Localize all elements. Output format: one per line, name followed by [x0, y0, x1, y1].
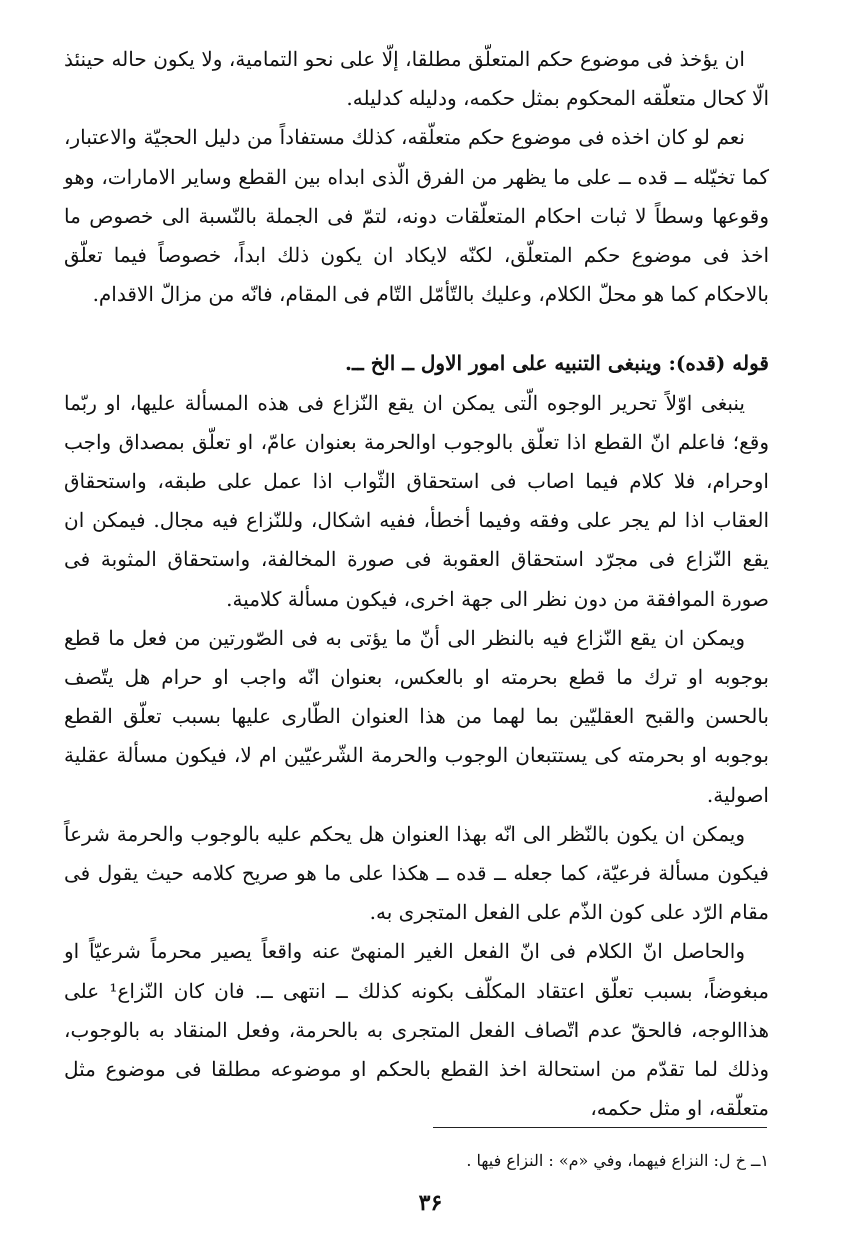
- paragraph-1: ان يؤخذ فى موضوع حكم المتعلّق مطلقا، إلّا على نحو التمامية، ولا يكون حاله حينئذ الّا كحال متعلّقه المحكوم بمثل حكمه، ودليله كدليله.: [64, 47, 769, 111]
- page-number: ٣۶: [418, 1190, 443, 1216]
- paragraph-4: ويمكن ان يقع النّزاع فيه بالنظر الى أنّ ما يؤتى به فى الصّورتين من فعل ما قطع بوجوبه او ترك ما قطع بحرمته او بالعكس، بعنوان انّه واجب او حرام هل يتّصف بالحسن والقبح العقليّين بما لهما من هذا العنوان الطّارى عليها بسبب تعلّق القطع بوجوبه او بحرمته كى يستتبعان الوجوب والحرمة الشّرعيّين ام لا، فيكون مسألة عقلية اصولية.: [64, 625, 769, 807]
- body-text: [64, 40, 769, 1128]
- section-heading: قوله (قده): وينبغى التنبيه على امور الاول ــ الخ ــ.: [345, 351, 769, 376]
- footnote: ١ــ خ ل: النزاع فيهما، وفي «م» : النزاع فيها .: [466, 1151, 769, 1170]
- paragraph-2: نعم لو كان اخذه فى موضوع حكم متعلّقه، كذلك مستفاداً من دليل الحجيّة والاعتبار، كما تخيّله ــ قده ــ على ما يظهر من الفرق الّذى ابداه بين القطع وساير الامارات، وهو وقوعها وسطاً لا ثبات احكام المتعلّقات دونه، لتمّ فى الجملة بالنّسبة الى خصوص ما اخذ فى موضوع حكم المتعلّق، لكنّه لايكاد ان يكون ذلك ابداً، خصوصاً فيما تعلّق بالاحكام كما هو محلّ الكلام، وعليك بالتّأمّل التّام فى المقام، فانّه من مزالّ الاقدام.: [64, 125, 769, 307]
- paragraph-3: ينبغى اوّلاً تحرير الوجوه الّتى يمكن ان يقع النّزاع فى هذه المسألة عليها، او ربّما وقع؛ فاعلم انّ القطع اذا تعلّق بالوجوب اوالحرمة بعنوان عامّ، او تعلّق بمصداق واجب اوحرام، فلا كلام فيما اصاب فى استحقاق الثّواب اذا عمل على طبقه، واستحقاق العقاب اذا لم يجر على وفقه وفيما أخطأ، ففيه اشكال، وللنّزاع فيه مجال. فيمكن ان يقع النّزاع فى مجرّد استحقاق العقوبة فى صورة المخالفة، واستحقاق المثوبة فى صورة الموافقة من دون نظر الى جهة اخرى، فيكون مسألة كلامية.: [64, 390, 769, 611]
- paragraph-6: والحاصل انّ الكلام فى انّ الفعل الغير المنهىّ عنه واقعاً يصير محرماً شرعيّاً او مبغوضاً، بسبب تعلّق اعتقاد المكلّف بكونه كذلك ــ انتهى ــ. فان كان النّزاع¹ على هذاالوجه، فالحقّ عدم اتّصاف الفعل المتجرى به بالحرمة، وفعل المنقاد به بالوجوب، وذلك لما تقدّم من استحالة اخذ القطع بالحكم او موضوعه مطلقا فى موضوع مثل متعلّقه، او مثل حكمه،: [64, 939, 770, 1121]
- paragraph-5: ويمكن ان يكون بالنّظر الى انّه بهذا العنوان هل يحكم عليه بالوجوب والحرمة شرعاً فيكون مسألة فرعيّة، كما جعله ــ قده ــ هكذا على ما هو صريح كلامه حيث يقول فى مقام الرّد على كون الذّم على الفعل المتجرى به.: [64, 821, 769, 925]
- footnote-divider: [433, 1127, 767, 1128]
